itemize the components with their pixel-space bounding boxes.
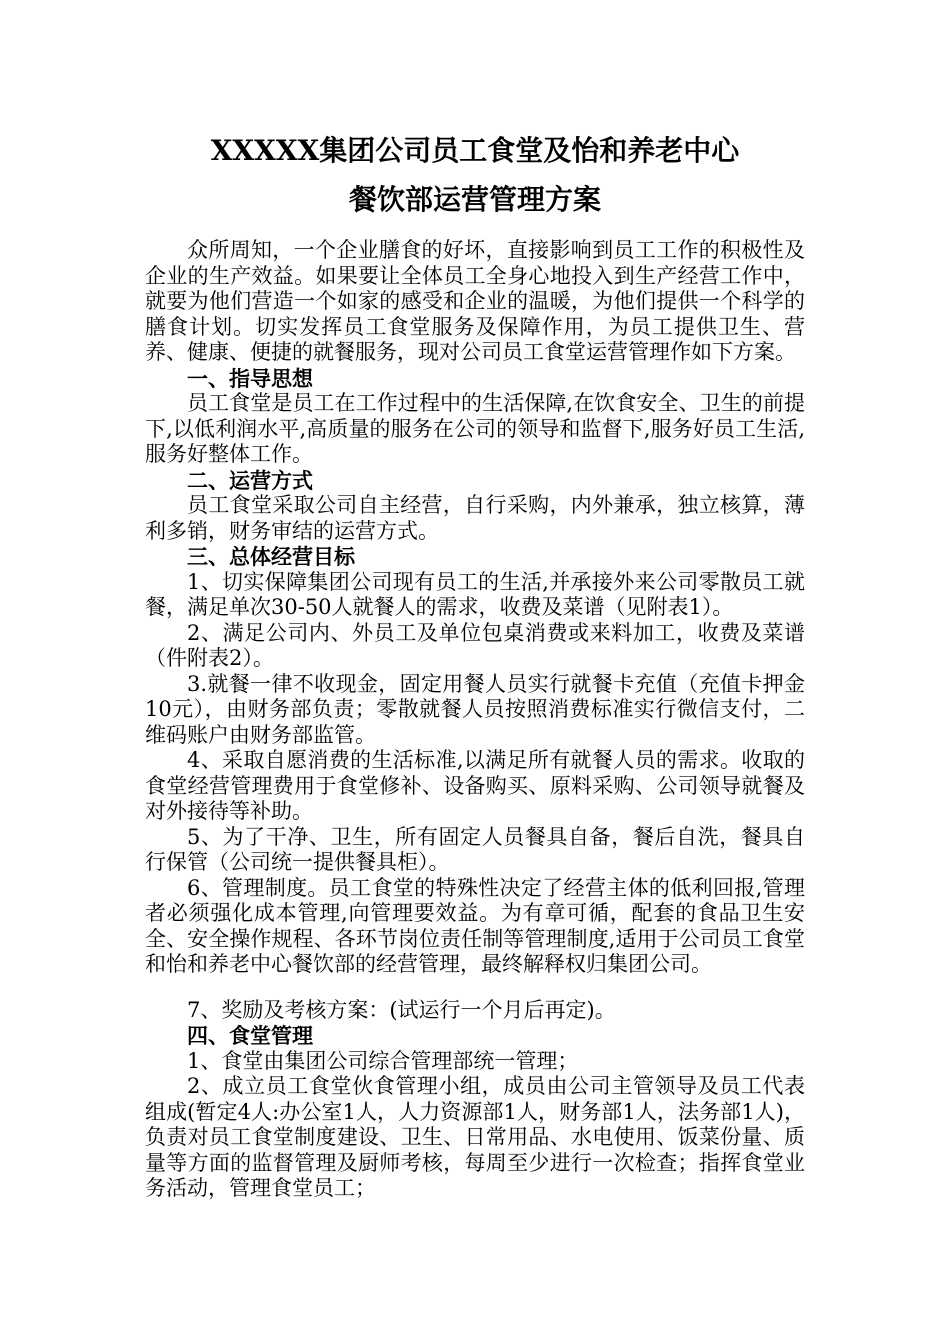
goal-item-7: 7、奖励及考核方案：(试运行一个月后再定)。	[187, 997, 616, 1022]
section-heading-canteen-management: 四、食堂管理	[187, 1023, 313, 1048]
management-item-2: 2、成立员工食堂伙食管理小组，成员由公司主管领导及员工代表组成(暂定4人:办公室1人，人力资源部1人，财务部1人，法务部1人)，负责对员工食堂制度建设、卫生、日常用品、水电使用、饭菜份量、质量等方面的监督管理及厨师考核，每周至少进行一次检查；指挥食堂业务活动，管理食堂员工；	[145, 1074, 805, 1200]
goal-item-5: 5、为了干净、卫生，所有固定人员餐具自备，餐后自洗，餐具自行保管（公司统一提供餐具柜）。	[145, 824, 805, 874]
goal-item-2: 2、满足公司内、外员工及单位包桌消费或来料加工，收费及菜谱（件附表2）。	[145, 620, 805, 670]
goal-item-6: 6、管理制度。员工食堂的特殊性决定了经营主体的低利回报,管理者必须强化成本管理,向管理要效益。为有章可循，配套的食品卫生安全、安全操作规程、各环节岗位责任制等管理制度,适用于公司员工食堂和怡和养老中心餐饮部的经营管理，最终解释权归集团公司。	[145, 875, 805, 976]
section-heading-guiding-principle: 一、指导思想	[187, 365, 313, 391]
goal-item-1: 1、切实保障集团公司现有员工的生活,并承接外来公司零散员工就餐，满足单次30-50人就餐人的需求，收费及菜谱（见附表1）。	[145, 569, 805, 619]
section-heading-business-goals: 三、总体经营目标	[187, 544, 355, 569]
section-2-paragraph: 员工食堂采取公司自主经营，自行采购，内外兼承，独立核算，薄利多销，财务审结的运营方式。	[145, 493, 805, 543]
section-1-paragraph: 员工食堂是员工在工作过程中的生活保障,在饮食安全、卫生的前提下,以低利润水平,高质量的服务在公司的领导和监督下,服务好员工生活,服务好整体工作。	[145, 391, 805, 466]
management-item-1: 1、食堂由集团公司综合管理部统一管理；	[187, 1048, 579, 1073]
section-heading-operation-mode: 二、运营方式	[187, 467, 313, 493]
paragraph-gap	[145, 978, 805, 998]
document-title-line-2: 餐饮部运营管理方案	[348, 183, 601, 216]
intro-paragraph: 众所周知，一个企业膳食的好坏，直接影响到员工工作的积极性及企业的生产效益。如果要让全体员工全身心地投入到生产经营工作中，就要为他们营造一个如家的感受和企业的温暖，为他们提供一个科学的膳食计划。切实发挥员工食堂服务及保障作用，为员工提供卫生、营养、健康、便捷的就餐服务，现对公司员工食堂运营管理作如下方案。	[145, 238, 805, 364]
goal-item-4: 4、采取自愿消费的生活标准,以满足所有就餐人员的需求。收取的食堂经营管理费用于食堂修补、设备购买、原料采购、公司领导就餐及对外接待等补助。	[145, 748, 805, 823]
goal-item-3: 3.就餐一律不收现金，固定用餐人员实行就餐卡充值（充值卡押金10元），由财务部负责；零散就餐人员按照消费标准实行微信支付，二维码账户由财务部监管。	[145, 671, 805, 747]
document-body	[145, 238, 805, 1202]
document-title-line-1: XXXXX集团公司员工食堂及怡和养老中心	[210, 134, 740, 167]
